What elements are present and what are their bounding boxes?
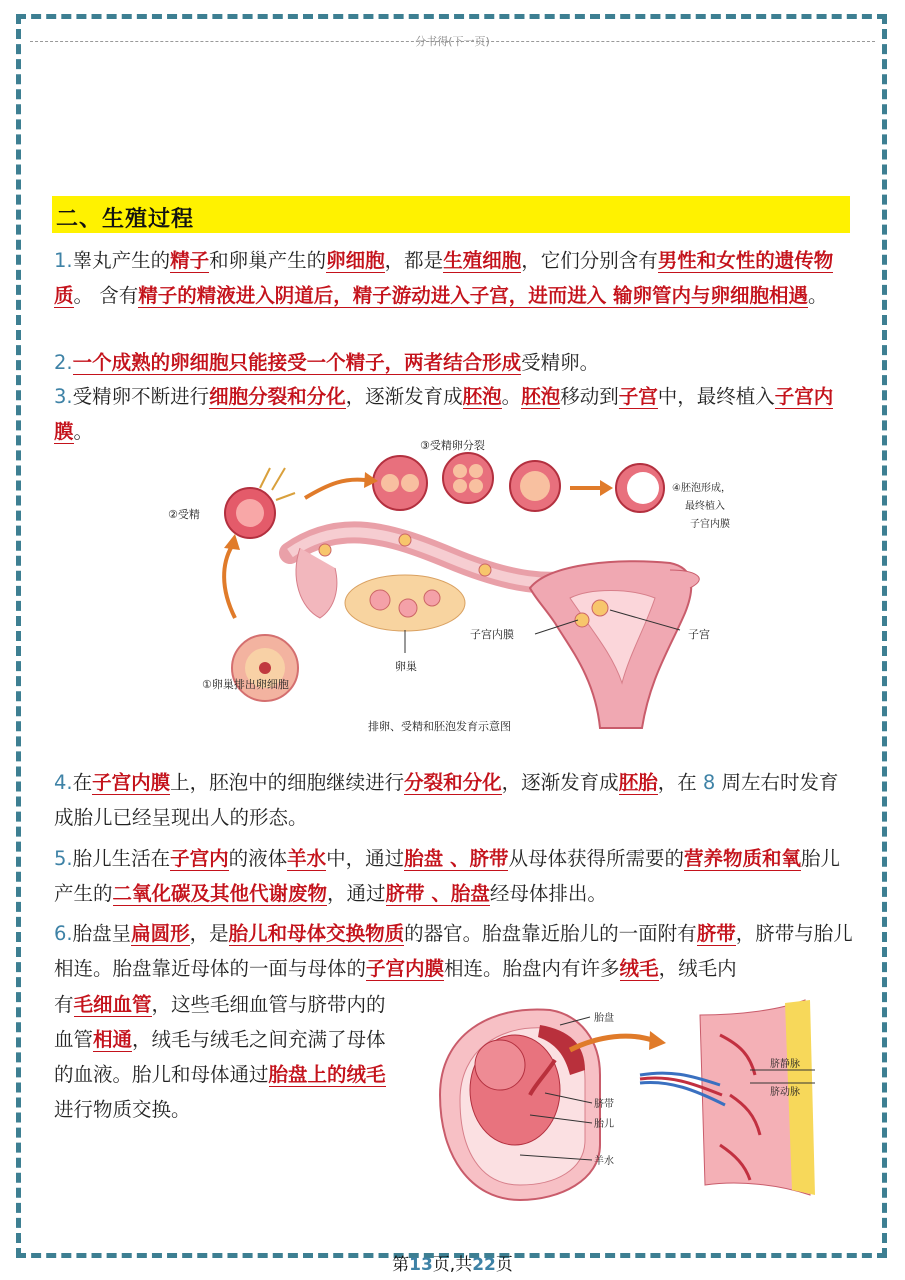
text: 的液体 xyxy=(228,847,288,870)
text: 从母体获得所需要的 xyxy=(508,847,684,870)
keyword: 子宫内 xyxy=(170,847,229,870)
text: ，脐带与胎儿相连。胎盘靠近母体的一面与母体的 xyxy=(54,922,853,980)
text: 经母体排出。 xyxy=(489,882,607,905)
paragraph-6-continued xyxy=(54,987,399,1127)
zygote-in-tube xyxy=(479,564,491,576)
text: ，在 xyxy=(657,771,703,794)
text: 胎盘呈 xyxy=(72,922,132,945)
text: ，绒毛与绒毛之间充满了 xyxy=(132,1028,347,1051)
header-note: 分书得(下一页) xyxy=(415,35,490,48)
morula-core xyxy=(520,471,550,501)
keyword: 羊水 xyxy=(287,847,327,870)
text: 的器官。胎盘靠近胎儿的一面附有 xyxy=(404,922,697,945)
label-ovary-release: ①卵巢排出卵细胞 xyxy=(202,678,289,691)
zygote-in-tube xyxy=(319,544,331,556)
week-number: 8 xyxy=(702,771,716,794)
blastomere xyxy=(401,474,419,492)
text: 周左右时发育成胎儿已经呈现出人的形态。 xyxy=(54,771,839,829)
item-number: 4. xyxy=(54,771,73,794)
item-number: 3. xyxy=(54,385,73,408)
keyword: 胚胎 xyxy=(618,771,658,794)
text: 。 含有 xyxy=(73,284,139,307)
text: ，它们分别含有 xyxy=(521,249,658,272)
keyword: 一个成熟的卵细胞只能接受一个精子，两者结合形成 xyxy=(72,351,522,374)
zygote-in-tube xyxy=(399,534,411,546)
text: 母体的血液。胎儿和母体通过 xyxy=(54,1028,386,1086)
page-footer xyxy=(0,1250,905,1275)
text: 中，最终植入 xyxy=(657,385,775,408)
text: ，都是 xyxy=(384,249,444,272)
text: 中，通过 xyxy=(326,847,405,870)
text: ，这些毛细血管与脐带内 xyxy=(151,993,367,1016)
keyword: 绒毛 xyxy=(619,957,659,980)
keyword: 细胞分裂和分化 xyxy=(209,385,346,408)
keyword: 毛细血管 xyxy=(73,993,152,1016)
paragraph-4 xyxy=(54,765,854,835)
footer-text: 第 xyxy=(392,1255,410,1275)
keyword: 脐带 xyxy=(696,922,736,945)
egg-nucleus xyxy=(259,662,271,674)
text: ，是 xyxy=(189,922,229,945)
follicle-shape xyxy=(399,599,417,617)
figure-caption: 排卵、受精和胚泡发育示意图 xyxy=(368,720,511,733)
keyword: 扁圆形 xyxy=(131,922,190,945)
keyword: 胎盘上 xyxy=(268,1063,328,1086)
label-blastocyst-line2: 最终植入 xyxy=(685,501,725,512)
keyword: 胎儿和母体交换物质 xyxy=(228,922,405,945)
text: 。 xyxy=(808,284,828,307)
item-number: 2. xyxy=(54,351,73,374)
fetus-head xyxy=(475,1040,525,1090)
label-ovary: 卵巢 xyxy=(395,660,417,673)
ovulation-fertilization-figure xyxy=(150,438,770,738)
arrow-icon xyxy=(305,480,365,498)
blastomere xyxy=(453,464,467,478)
blastomere xyxy=(453,479,467,493)
item-number: 1. xyxy=(54,249,73,272)
item-number: 6. xyxy=(54,922,73,945)
footer-text: 页 xyxy=(495,1255,513,1275)
paragraph-5 xyxy=(54,841,854,911)
text: 胎儿产生的 xyxy=(54,847,841,905)
text: 在 xyxy=(72,771,93,794)
blastomere xyxy=(381,474,399,492)
label-endometrium: 子宫内膜 xyxy=(470,628,514,641)
text: 。 xyxy=(73,420,94,443)
keyword: 生殖细胞 xyxy=(443,249,522,272)
text: ，通过 xyxy=(327,882,386,905)
text: 睾丸产生的 xyxy=(72,249,171,272)
keyword: 男性和女性的遗传物质 xyxy=(54,249,834,307)
text: 。 xyxy=(501,385,522,408)
item-number: 5. xyxy=(54,847,73,870)
text: 和卵巢产生的 xyxy=(209,249,327,272)
arrow-icon xyxy=(224,546,235,618)
paragraph-2 xyxy=(54,345,854,380)
text: 受精卵不断进行 xyxy=(72,385,210,408)
keyword: 卵细胞 xyxy=(326,249,385,272)
keyword: 营养物质和氧 xyxy=(684,847,802,870)
blastocyst-cavity xyxy=(627,472,659,504)
keyword: 的绒毛 xyxy=(327,1063,386,1086)
total-pages-number: 22 xyxy=(472,1255,496,1275)
keyword: 脐带 、胎盘 xyxy=(385,882,490,905)
text: 进行物质交换。 xyxy=(54,1098,191,1121)
label-fertilization: ②受精 xyxy=(168,508,200,521)
label-artery: 脐动脉 xyxy=(770,1087,800,1098)
text: 的血管 xyxy=(54,993,386,1051)
fertilized-egg-core xyxy=(236,499,264,527)
blastomere xyxy=(469,464,483,478)
keyword: 分裂和分化 xyxy=(404,771,502,794)
label-blastocyst-line3: 子宫内膜 xyxy=(690,519,730,530)
label-fetus: 胎儿 xyxy=(594,1119,614,1130)
keyword: 精子的精液进入阴道后，精子游动进入子宫，进而进入 输卵管内与卵细胞相遇 xyxy=(138,284,809,307)
blastocyst-implanted xyxy=(592,600,608,616)
paragraph-1 xyxy=(54,243,854,313)
footer-text: 页,共 xyxy=(432,1255,473,1275)
text: ，逐渐发育成 xyxy=(345,385,463,408)
arrow-head-icon xyxy=(600,480,613,496)
label-blastocyst-line1: ④胚泡形成， xyxy=(672,483,731,494)
text: 相连。胎盘内有许多 xyxy=(444,957,620,980)
placenta-figure xyxy=(420,995,820,1205)
text: ，绒毛内 xyxy=(658,957,737,980)
keyword: 子宫内膜 xyxy=(92,771,171,794)
keyword: 二氧化碳及其他代谢废物 xyxy=(112,882,328,905)
text: 受精卵。 xyxy=(521,351,600,374)
keyword: 胚泡 xyxy=(462,385,502,408)
keyword: 子宫内膜 xyxy=(54,385,834,443)
follicle-shape xyxy=(424,590,440,606)
keyword: 相通 xyxy=(93,1028,133,1051)
current-page-number: 13 xyxy=(409,1255,433,1275)
keyword: 胚泡 xyxy=(521,385,561,408)
paragraph-6 xyxy=(54,916,854,986)
arrow-head-icon xyxy=(649,1031,666,1050)
label-division: ③受精卵分裂 xyxy=(420,439,485,452)
label-uterus: 子宫 xyxy=(688,628,710,641)
label-umbilical: 脐带 xyxy=(594,1099,614,1110)
blastomere xyxy=(469,479,483,493)
text: 有 xyxy=(54,993,74,1016)
keyword: 子宫 xyxy=(618,385,658,408)
section-title: 二、生殖过程 xyxy=(56,207,195,232)
keyword: 子宫内膜 xyxy=(366,957,445,980)
four-cell-stage xyxy=(443,453,493,503)
fimbria-shape xyxy=(296,548,337,618)
text: ，逐渐发育成 xyxy=(501,771,619,794)
label-vein: 脐静脉 xyxy=(770,1059,800,1070)
follicle-shape xyxy=(370,590,390,610)
label-amniotic: 羊水 xyxy=(594,1156,614,1167)
label-placenta: 胎盘 xyxy=(594,1013,614,1024)
text: 上，胚泡中的细胞继续进行 xyxy=(170,771,405,794)
arrow-head-icon xyxy=(224,534,240,550)
keyword: 精子 xyxy=(170,249,210,272)
text: 移动到 xyxy=(560,385,619,408)
keyword: 胎盘 、脐带 xyxy=(404,847,509,870)
text: 胎儿生活在 xyxy=(72,847,171,870)
